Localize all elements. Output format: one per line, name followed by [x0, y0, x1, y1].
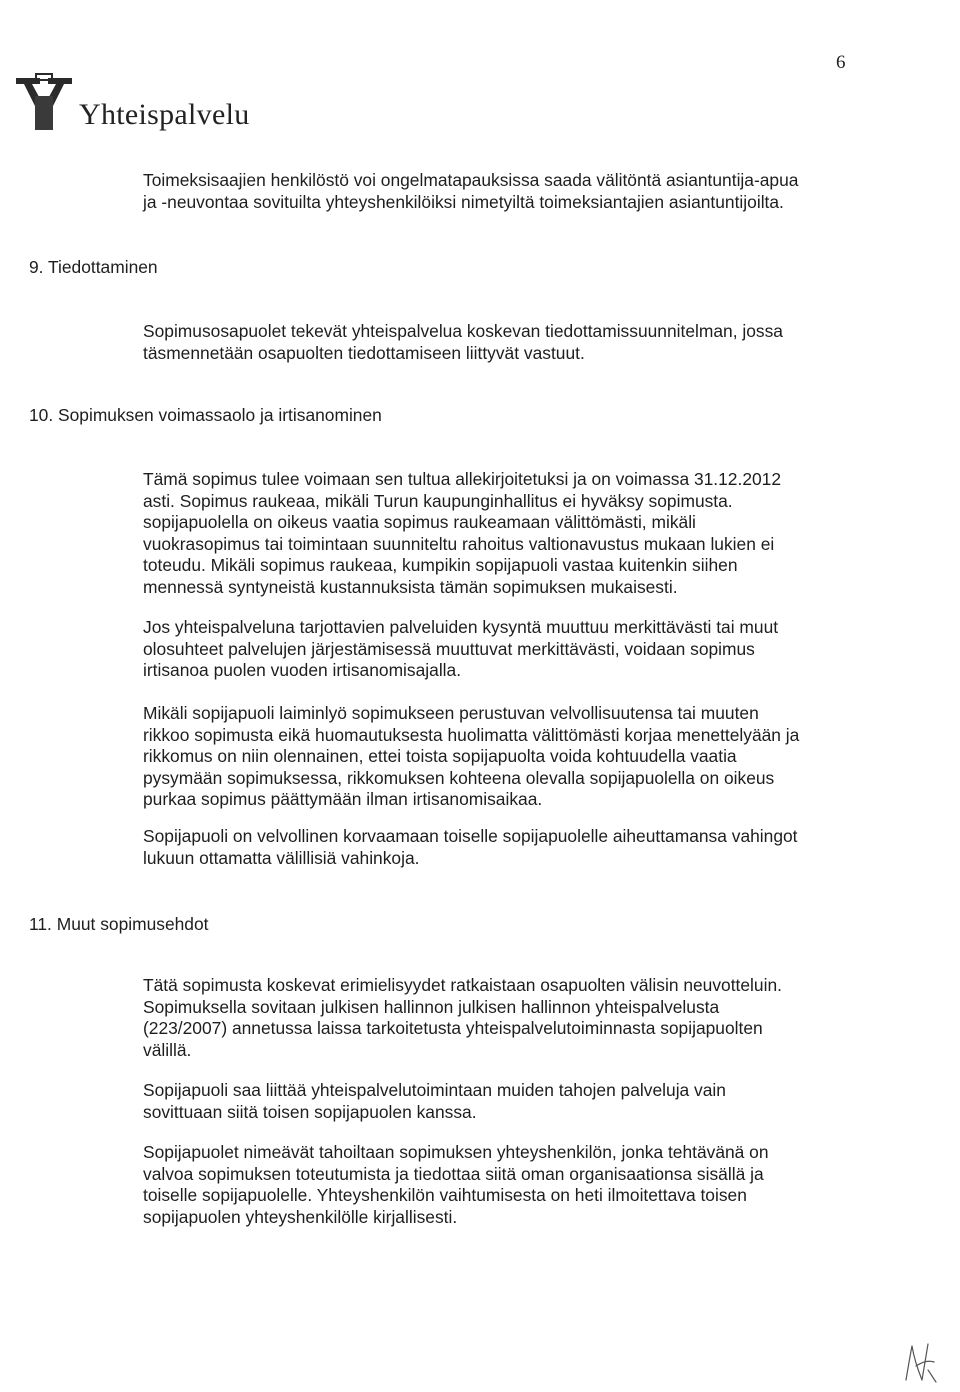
text-line: irtisanoa puolen vuoden irtisanomisajalla. — [143, 660, 462, 680]
text-line: Sopimusosapuolet tekevät yhteispalvelua koskevan tiedottamissuunnitelman, jossa — [143, 321, 783, 341]
text-line: täsmennetään osapuolten tiedottamiseen liittyvät vastuut. — [143, 342, 585, 363]
text-line: sovittuaan siitä toisen sopijapuolen kanssa. — [143, 1101, 477, 1122]
section-11-paragraph-3 — [143, 1142, 863, 1228]
text-line: Sopimuksella sovitaan julkisen hallinnon julkisen hallinnon yhteispalvelusta — [143, 996, 720, 1017]
text-line: ja -neuvontaa sovituilta yhteyshenkilöiksi nimetyiltä toimeksiantajien asiantuntijoilta. — [143, 191, 784, 212]
text-line: Tämä sopimus tulee voimaan sen tultua allekirjoitetuksi ja on voimassa 31.12.2012 — [143, 469, 782, 489]
initials-signature-icon — [898, 1340, 938, 1384]
intro-paragraph — [143, 170, 863, 213]
section-11-paragraph-2 — [143, 1080, 863, 1123]
text-line: Jos yhteispalveluna tarjottavien palveluiden kysyntä muuttuu merkittävästi tai muut — [143, 617, 779, 637]
section-10-heading: 10. Sopimuksen voimassaolo ja irtisanominen — [29, 405, 382, 425]
section-11-heading: 11. Muut sopimusehdot — [29, 914, 209, 934]
text-line: pysymään sopimuksessa, rikkomuksen kohteena olevalla sopijapuolella on oikeus — [143, 767, 775, 788]
page-number: 6 — [836, 52, 846, 73]
text-line: Toimeksisaajien henkilöstö voi ongelmatapauksissa saada välitöntä asiantuntija-apua — [143, 170, 799, 190]
section-10-paragraph-3 — [143, 703, 863, 811]
text-line: toiselle sopijapuolelle. Yhteyshenkilön vaihtumisesta on heti ilmoitettava toisen — [143, 1185, 747, 1205]
section-9-heading: 9. Tiedottaminen — [29, 257, 158, 277]
text-line: olosuhteet palvelujen järjestämisessä muuttuvat merkittävästi, voidaan sopimus — [143, 638, 755, 659]
text-line: purkaa sopimus päättymään ilman irtisanomisaikaa. — [143, 789, 543, 809]
text-line: Sopijapuolet nimeävät tahoiltaan sopimuksen yhteyshenkilön, jonka tehtävänä on — [143, 1142, 769, 1162]
logo-text: Yhteispalvelu — [79, 98, 250, 131]
yhteispalvelu-logo-icon — [14, 72, 74, 134]
text-line: sopijapuolen yhteyshenkilölle kirjallisesti. — [143, 1206, 458, 1227]
text-line: Sopijapuoli saa liittää yhteispalvelutoimintaan muiden tahojen palveluja vain — [143, 1080, 726, 1100]
section-10-paragraph-4 — [143, 826, 863, 869]
text-line: asti. Sopimus raukeaa, mikäli Turun kaupunginhallitus ei hyväksy sopimusta. — [143, 490, 733, 511]
text-line: Sopijapuoli on velvollinen korvaamaan toiselle sopijapuolelle aiheuttamansa vahingot — [143, 826, 798, 846]
text-line: sopijapuolella on oikeus vaatia sopimus raukeamaan välittömästi, mikäli — [143, 512, 696, 532]
text-line: välillä. — [143, 1039, 192, 1060]
section-10-paragraph-2 — [143, 617, 863, 682]
text-line: rikkomus on niin olennainen, ettei toista sopijapuolta voida kohtuudella vaatia — [143, 746, 737, 766]
text-line: toteudu. Mikäli sopimus raukeaa, kumpikin sopijapuoli vastaa kuitenkin siihen — [143, 555, 738, 575]
text-line: mennessä syntyneistä kustannuksista tämän sopimuksen mukaisesti. — [143, 576, 678, 597]
section-10-paragraph-1 — [143, 469, 863, 598]
logo — [14, 72, 314, 142]
text-line: Mikäli sopijapuoli laiminlyö sopimukseen perustuvan velvollisuutensa tai muuten — [143, 703, 759, 723]
text-line: vuokrasopimus tai toimintaan suunniteltu rahoitus valtionavustus mukaan lukien ei — [143, 533, 775, 554]
text-line: valvoa sopimuksen toteutumista ja tiedottaa siitä oman organisaationsa sisällä ja — [143, 1163, 764, 1184]
text-line: lukuun ottamatta välillisiä vahinkoja. — [143, 847, 420, 868]
text-line: rikkoo sopimusta eikä huomautuksesta huolimatta välittömästi korjaa menettelyään ja — [143, 724, 800, 745]
text-line: Tätä sopimusta koskevat erimielisyydet ratkaistaan osapuolten välisin neuvotteluin. — [143, 975, 782, 995]
text-line: (223/2007) annetussa laissa tarkoitetusta yhteispalvelutoiminnasta sopijapuolten — [143, 1018, 763, 1038]
section-9-paragraph — [143, 321, 863, 364]
section-11-paragraph-1 — [143, 975, 863, 1061]
